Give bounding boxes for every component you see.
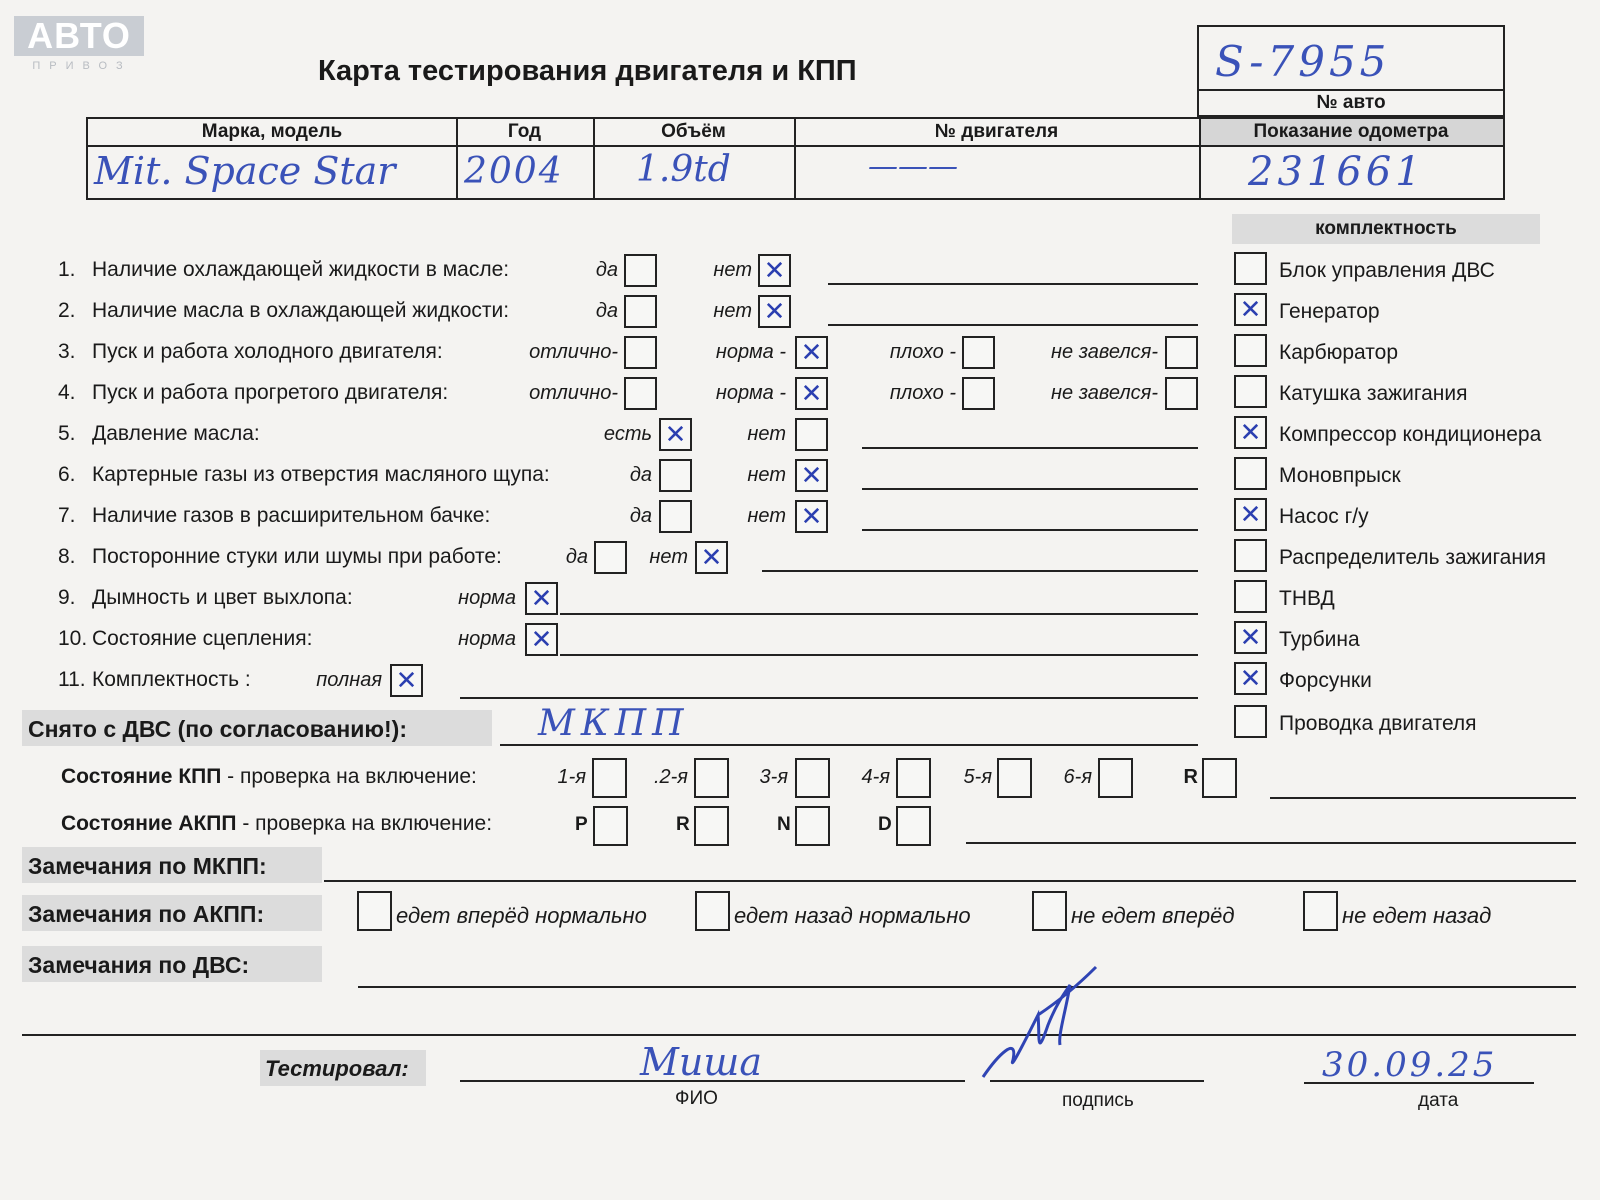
header-table: [86, 117, 1505, 200]
volume-value: 1.9td: [636, 149, 731, 190]
option-label: не завелся-: [1051, 341, 1158, 363]
option-label: нет: [649, 546, 688, 568]
check-mark: ✕: [1239, 664, 1262, 694]
option-label: нет: [747, 423, 786, 445]
remarks-manual-label: Замечания по МКПП:: [28, 853, 267, 879]
col-odometer: Показание одометра: [1253, 121, 1449, 142]
question-number: 2.: [58, 299, 76, 322]
gear-label: R: [1183, 766, 1198, 788]
gear-label: N: [777, 814, 791, 835]
checkbox[interactable]: [795, 418, 828, 451]
kit-checkbox[interactable]: [1234, 539, 1267, 572]
gear-label: 3-я: [759, 766, 788, 788]
akpp-checkbox[interactable]: [357, 891, 392, 931]
kit-checkbox[interactable]: [1234, 705, 1267, 738]
question-text: Пуск и работа прогретого двигателя:: [92, 381, 449, 404]
option-label: норма -: [715, 382, 786, 404]
kit-item-label: Турбина: [1279, 628, 1360, 651]
check-mark: ✕: [1239, 623, 1262, 653]
gear-label: .2-я: [653, 766, 688, 788]
checkbox[interactable]: [695, 541, 728, 574]
answer-line: [828, 324, 1198, 326]
logo-sub-text: ПРИВОЗ: [32, 60, 132, 72]
checkbox[interactable]: [525, 582, 558, 615]
kit-item-label: Проводка двигателя: [1279, 712, 1477, 735]
kit-checkbox[interactable]: [1234, 416, 1267, 449]
question-number: 5.: [58, 422, 76, 445]
check-mark: ✕: [530, 625, 553, 655]
kit-checkbox[interactable]: [1234, 621, 1267, 654]
gear-checkbox[interactable]: [694, 758, 729, 798]
kit-checkbox[interactable]: [1234, 252, 1267, 285]
gearbox-manual-label: [61, 765, 477, 789]
akpp-option: едет назад нормально: [734, 903, 971, 928]
check-mark: [797, 420, 826, 449]
kit-item-label: Форсунки: [1279, 669, 1372, 692]
checkbox[interactable]: [624, 254, 657, 287]
check-mark: [1167, 379, 1196, 408]
gear-label: P: [575, 814, 588, 835]
kit-item-label: ТНВД: [1279, 587, 1335, 610]
akpp-checkbox[interactable]: [1303, 891, 1338, 931]
kit-checkbox[interactable]: [1234, 498, 1267, 531]
question-number: 10.: [58, 627, 88, 650]
check-mark: ✕: [1239, 500, 1262, 530]
col-brand-model: Марка, модель: [201, 121, 343, 142]
option-label: да: [629, 464, 652, 486]
option-label: нет: [713, 259, 752, 281]
gear-checkbox[interactable]: [795, 806, 830, 846]
checkbox[interactable]: [758, 254, 791, 287]
question-text: Картерные газы из отверстия масляного щупа:: [92, 463, 550, 486]
check-mark: [964, 379, 993, 408]
date-line: [1304, 1082, 1534, 1084]
kit-item-label: Моновпрыск: [1279, 464, 1401, 487]
gear-checkbox[interactable]: [1202, 758, 1237, 798]
check-mark: [661, 461, 690, 490]
answer-line: [560, 654, 1198, 656]
remarks-engine-line: [358, 986, 1576, 988]
checkbox[interactable]: [659, 500, 692, 533]
gearbox-manual-line: [1270, 797, 1576, 799]
check-mark: ✕: [1239, 295, 1262, 325]
check-mark: ✕: [800, 338, 823, 368]
check-mark: ✕: [395, 666, 418, 696]
kit-checkbox[interactable]: [1234, 457, 1267, 490]
question-number: 8.: [58, 545, 76, 568]
option-label: нет: [747, 505, 786, 527]
gearbox-manual-bold: Состояние КПП: [61, 765, 222, 788]
question-text: Состояние сцепления:: [92, 627, 313, 650]
signature-line: [990, 1080, 1204, 1082]
col-year: Год: [507, 121, 542, 142]
kit-checkbox[interactable]: [1234, 375, 1267, 408]
check-mark: [1167, 338, 1196, 367]
check-mark: ✕: [763, 297, 786, 327]
engine-no-value: ———: [868, 149, 958, 184]
car-number-box: [1197, 25, 1505, 117]
kit-item-label: Распределитель зажигания: [1279, 546, 1547, 569]
question-text: Наличие газов в расширительном бачке:: [92, 504, 491, 527]
tested-label: Тестировал:: [265, 1056, 409, 1081]
check-mark: [1236, 707, 1265, 736]
logo: [14, 15, 150, 72]
option-label: полная: [316, 669, 382, 691]
gear-checkbox[interactable]: [592, 758, 627, 798]
col-volume: Объём: [661, 121, 726, 142]
car-number-value: S-7955: [1215, 37, 1391, 86]
checkbox[interactable]: [795, 377, 828, 410]
check-mark: ✕: [1239, 418, 1262, 448]
option-label: нет: [747, 464, 786, 486]
gearbox-auto-label: [61, 812, 492, 836]
remarks-engine-label: Замечания по ДВС:: [28, 952, 250, 978]
checkbox[interactable]: [795, 336, 828, 369]
check-mark: ✕: [700, 543, 723, 573]
gear-label: R: [676, 814, 690, 835]
check-mark: ✕: [800, 502, 823, 532]
question-number: 7.: [58, 504, 76, 527]
check-mark: [626, 338, 655, 367]
question-text: Давление масла:: [92, 422, 260, 445]
kit-item-label: Генератор: [1279, 300, 1380, 323]
gear-checkbox[interactable]: [593, 806, 628, 846]
answer-line: [862, 447, 1198, 449]
kit-item-label: Компрессор кондиционера: [1279, 423, 1542, 446]
answer-line: [762, 570, 1198, 572]
check-mark: [1236, 541, 1265, 570]
check-mark: [964, 338, 993, 367]
checkbox[interactable]: [624, 336, 657, 369]
check-mark: [596, 543, 625, 572]
checkbox[interactable]: [1165, 336, 1198, 369]
akpp-option: едет вперёд нормально: [396, 903, 647, 928]
question-number: 6.: [58, 463, 76, 486]
removed-value: МКПП: [538, 703, 690, 744]
removed-label: Снято с ДВС (по согласованию!):: [28, 716, 407, 742]
akpp-option: не едет назад: [1342, 903, 1492, 928]
checkbox[interactable]: [659, 459, 692, 492]
question-text: Комплектность :: [92, 668, 251, 691]
removed-line: [500, 744, 1198, 746]
answer-line: [828, 283, 1198, 285]
test-date: 30.09.25: [1322, 1045, 1498, 1085]
tester-name: Миша: [640, 1040, 763, 1084]
signature-caption: подпись: [1062, 1090, 1134, 1111]
kit-checkbox[interactable]: [1234, 662, 1267, 695]
question-text: Пуск и работа холодного двигателя:: [92, 340, 443, 363]
answer-line: [560, 613, 1198, 615]
col-engine-no: № двигателя: [934, 121, 1059, 142]
check-mark: [626, 297, 655, 326]
option-label: норма: [458, 587, 516, 609]
kit-checkbox[interactable]: [1234, 580, 1267, 613]
page-title: Карта тестирования двигателя и КПП: [318, 55, 857, 87]
option-label: норма -: [715, 341, 786, 363]
signature: [978, 965, 1108, 1085]
question-text: Наличие охлаждающей жидкости в масле:: [92, 258, 510, 281]
gear-checkbox[interactable]: [694, 806, 729, 846]
check-mark: ✕: [800, 461, 823, 491]
check-mark: ✕: [664, 420, 687, 450]
gearbox-auto-rest: - проверка на включение:: [236, 812, 493, 835]
question-number: 9.: [58, 586, 76, 609]
date-caption: дата: [1418, 1090, 1459, 1111]
check-mark: [1236, 254, 1265, 283]
check-mark: [626, 379, 655, 408]
option-label: да: [595, 259, 618, 281]
checkbox[interactable]: [624, 377, 657, 410]
answer-line: [862, 488, 1198, 490]
remarks-manual-line: [324, 880, 1576, 882]
checkbox[interactable]: [962, 336, 995, 369]
remarks-auto-label: Замечания по АКПП:: [28, 901, 265, 927]
option-label: отлично-: [529, 341, 618, 363]
check-mark: [661, 502, 690, 531]
option-label: нет: [713, 300, 752, 322]
check-mark: [1236, 582, 1265, 611]
check-mark: ✕: [800, 379, 823, 409]
checkbox[interactable]: [1165, 377, 1198, 410]
kit-item-label: Катушка зажигания: [1279, 382, 1468, 405]
checkbox[interactable]: [390, 664, 423, 697]
akpp-option: не едет вперёд: [1071, 903, 1235, 928]
gear-checkbox[interactable]: [896, 758, 931, 798]
gearbox-auto-line: [966, 842, 1576, 844]
checkbox[interactable]: [758, 295, 791, 328]
kit-checkbox[interactable]: [1234, 334, 1267, 367]
check-mark: [1236, 377, 1265, 406]
check-mark: [1236, 336, 1265, 365]
option-label: да: [595, 300, 618, 322]
question-text: Посторонние стуки или шумы при работе:: [92, 545, 502, 568]
option-label: плохо -: [889, 341, 956, 363]
question-number: 3.: [58, 340, 76, 363]
kit-title: комплектность: [1232, 214, 1540, 244]
name-caption: ФИО: [675, 1088, 718, 1109]
question-number: 4.: [58, 381, 76, 404]
gear-label: 1-я: [557, 766, 586, 788]
remarks-engine-line-2: [22, 1034, 1576, 1036]
akpp-checkbox[interactable]: [1032, 891, 1067, 931]
option-label: плохо -: [889, 382, 956, 404]
question-number: 11.: [58, 668, 86, 691]
gear-checkbox[interactable]: [896, 806, 931, 846]
question-number: 1.: [58, 258, 76, 281]
name-line: [460, 1080, 965, 1082]
kit-item-label: Карбюратор: [1279, 341, 1399, 364]
check-mark: [626, 256, 655, 285]
kit-checkbox[interactable]: [1234, 293, 1267, 326]
gearbox-auto-bold: Состояние АКПП: [61, 812, 237, 835]
car-number-label: № авто: [1316, 92, 1386, 113]
checkbox[interactable]: [525, 623, 558, 656]
checkbox[interactable]: [659, 418, 692, 451]
checkbox[interactable]: [795, 500, 828, 533]
gear-checkbox[interactable]: [1098, 758, 1133, 798]
checkbox[interactable]: [962, 377, 995, 410]
brand-model-value: Mit. Space Star: [94, 149, 396, 193]
checkbox[interactable]: [795, 459, 828, 492]
answer-line: [862, 529, 1198, 531]
gear-label: 4-я: [861, 766, 890, 788]
kit-item-label: Блок управления ДВС: [1279, 259, 1495, 282]
question-text: Наличие масла в охлаждающей жидкости:: [92, 299, 510, 322]
question-text: Дымность и цвет выхлопа:: [92, 586, 353, 609]
odometer-value: 231661: [1248, 149, 1425, 195]
year-value: 2004: [464, 151, 564, 192]
check-mark: [1236, 459, 1265, 488]
gear-checkbox[interactable]: [795, 758, 830, 798]
gear-checkbox[interactable]: [997, 758, 1032, 798]
option-label: да: [629, 505, 652, 527]
check-mark: ✕: [530, 584, 553, 614]
checkbox[interactable]: [594, 541, 627, 574]
logo-main-text: АВТО: [14, 16, 144, 56]
checkbox[interactable]: [624, 295, 657, 328]
option-label: да: [565, 546, 588, 568]
option-label: норма: [458, 628, 516, 650]
option-label: не завелся-: [1051, 382, 1158, 404]
gear-label: 5-я: [963, 766, 992, 788]
gear-label: 6-я: [1063, 766, 1092, 788]
kit-item-label: Насос г/у: [1279, 505, 1369, 528]
option-label: отлично-: [529, 382, 618, 404]
gearbox-manual-rest: - проверка на включение:: [221, 765, 477, 788]
akpp-checkbox[interactable]: [695, 891, 730, 931]
option-label: есть: [603, 423, 652, 445]
gear-label: D: [878, 814, 892, 835]
answer-line: [460, 697, 1198, 699]
check-mark: ✕: [763, 256, 786, 286]
